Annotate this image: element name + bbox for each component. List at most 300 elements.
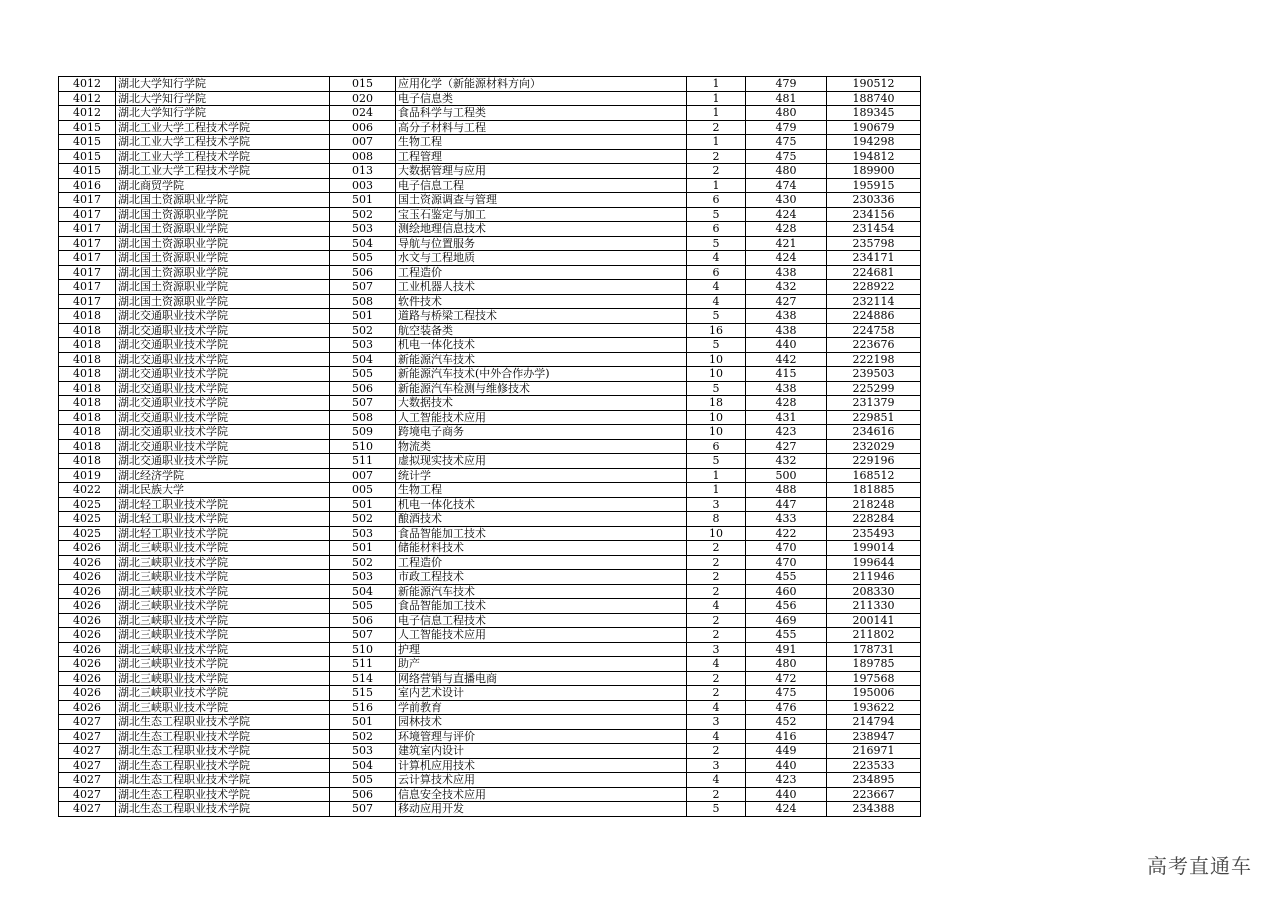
school-code-cell: 4025 [59, 526, 116, 541]
major-code-cell: 502 [330, 729, 396, 744]
table-row [59, 367, 921, 382]
min-score-cell: 500 [746, 468, 827, 483]
major-name-cell: 新能源汽车技术(中外合作办学) [396, 367, 687, 382]
min-score-cell: 438 [746, 309, 827, 324]
plan-count-cell: 2 [687, 584, 746, 599]
major-code-cell: 003 [330, 178, 396, 193]
table-row [59, 164, 921, 179]
major-code-cell: 020 [330, 91, 396, 106]
school-name-cell: 湖北三峡职业技术学院 [116, 628, 330, 643]
plan-count-cell: 2 [687, 555, 746, 570]
table-row [59, 497, 921, 512]
school-name-cell: 湖北三峡职业技术学院 [116, 686, 330, 701]
plan-count-cell: 10 [687, 425, 746, 440]
rank-cell: 218248 [827, 497, 921, 512]
major-name-cell: 计算机应用技术 [396, 758, 687, 773]
min-score-cell: 427 [746, 294, 827, 309]
school-code-cell: 4027 [59, 773, 116, 788]
min-score-cell: 475 [746, 686, 827, 701]
school-name-cell: 湖北国土资源职业学院 [116, 207, 330, 222]
school-name-cell: 湖北三峡职业技术学院 [116, 555, 330, 570]
plan-count-cell: 4 [687, 251, 746, 266]
plan-count-cell: 6 [687, 439, 746, 454]
major-code-cell: 501 [330, 715, 396, 730]
school-code-cell: 4026 [59, 613, 116, 628]
school-name-cell: 湖北生态工程职业技术学院 [116, 729, 330, 744]
min-score-cell: 423 [746, 425, 827, 440]
table-row [59, 483, 921, 498]
min-score-cell: 431 [746, 410, 827, 425]
min-score-cell: 491 [746, 642, 827, 657]
major-name-cell: 护理 [396, 642, 687, 657]
min-score-cell: 474 [746, 178, 827, 193]
major-code-cell: 507 [330, 280, 396, 295]
min-score-cell: 421 [746, 236, 827, 251]
major-code-cell: 507 [330, 396, 396, 411]
school-code-cell: 4017 [59, 265, 116, 280]
major-name-cell: 水文与工程地质 [396, 251, 687, 266]
table-row [59, 265, 921, 280]
school-code-cell: 4026 [59, 555, 116, 570]
min-score-cell: 472 [746, 671, 827, 686]
table-row [59, 773, 921, 788]
min-score-cell: 440 [746, 758, 827, 773]
plan-count-cell: 2 [687, 570, 746, 585]
major-code-cell: 024 [330, 106, 396, 121]
school-code-cell: 4017 [59, 193, 116, 208]
plan-count-cell: 5 [687, 338, 746, 353]
min-score-cell: 416 [746, 729, 827, 744]
school-code-cell: 4026 [59, 700, 116, 715]
rank-cell: 234171 [827, 251, 921, 266]
school-name-cell: 湖北民族大学 [116, 483, 330, 498]
plan-count-cell: 1 [687, 106, 746, 121]
major-name-cell: 工程管理 [396, 149, 687, 164]
major-name-cell: 生物工程 [396, 483, 687, 498]
major-name-cell: 储能材料技术 [396, 541, 687, 556]
major-code-cell: 502 [330, 512, 396, 527]
rank-cell: 168512 [827, 468, 921, 483]
school-code-cell: 4026 [59, 599, 116, 614]
table-row [59, 613, 921, 628]
rank-cell: 235798 [827, 236, 921, 251]
table-row [59, 454, 921, 469]
school-name-cell: 湖北交通职业技术学院 [116, 439, 330, 454]
plan-count-cell: 5 [687, 207, 746, 222]
school-code-cell: 4026 [59, 584, 116, 599]
rank-cell: 224681 [827, 265, 921, 280]
school-name-cell: 湖北生态工程职业技术学院 [116, 787, 330, 802]
plan-count-cell: 4 [687, 700, 746, 715]
rank-cell: 225299 [827, 381, 921, 396]
major-name-cell: 高分子材料与工程 [396, 120, 687, 135]
min-score-cell: 442 [746, 352, 827, 367]
rank-cell: 234895 [827, 773, 921, 788]
major-code-cell: 508 [330, 294, 396, 309]
school-name-cell: 湖北工业大学工程技术学院 [116, 164, 330, 179]
table-row [59, 526, 921, 541]
table-body [59, 77, 921, 817]
school-name-cell: 湖北国土资源职业学院 [116, 251, 330, 266]
major-code-cell: 506 [330, 787, 396, 802]
major-name-cell: 酿酒技术 [396, 512, 687, 527]
rank-cell: 211330 [827, 599, 921, 614]
major-code-cell: 505 [330, 773, 396, 788]
major-name-cell: 食品智能加工技术 [396, 599, 687, 614]
min-score-cell: 415 [746, 367, 827, 382]
min-score-cell: 422 [746, 526, 827, 541]
school-code-cell: 4026 [59, 686, 116, 701]
school-code-cell: 4026 [59, 671, 116, 686]
min-score-cell: 432 [746, 454, 827, 469]
school-code-cell: 4027 [59, 787, 116, 802]
rank-cell: 195915 [827, 178, 921, 193]
major-name-cell: 信息安全技术应用 [396, 787, 687, 802]
plan-count-cell: 10 [687, 526, 746, 541]
major-code-cell: 515 [330, 686, 396, 701]
min-score-cell: 475 [746, 149, 827, 164]
school-code-cell: 4026 [59, 642, 116, 657]
major-code-cell: 005 [330, 483, 396, 498]
min-score-cell: 424 [746, 207, 827, 222]
school-code-cell: 4026 [59, 628, 116, 643]
rank-cell: 188740 [827, 91, 921, 106]
plan-count-cell: 3 [687, 642, 746, 657]
min-score-cell: 438 [746, 265, 827, 280]
min-score-cell: 432 [746, 280, 827, 295]
plan-count-cell: 10 [687, 410, 746, 425]
school-code-cell: 4018 [59, 367, 116, 382]
table-row [59, 700, 921, 715]
school-code-cell: 4018 [59, 439, 116, 454]
major-name-cell: 生物工程 [396, 135, 687, 150]
school-code-cell: 4018 [59, 396, 116, 411]
school-name-cell: 湖北商贸学院 [116, 178, 330, 193]
school-code-cell: 4018 [59, 352, 116, 367]
school-code-cell: 4015 [59, 135, 116, 150]
school-name-cell: 湖北轻工职业技术学院 [116, 526, 330, 541]
school-code-cell: 4015 [59, 149, 116, 164]
plan-count-cell: 2 [687, 164, 746, 179]
school-code-cell: 4017 [59, 280, 116, 295]
major-name-cell: 网络营销与直播电商 [396, 671, 687, 686]
major-name-cell: 机电一体化技术 [396, 338, 687, 353]
table-row [59, 555, 921, 570]
min-score-cell: 481 [746, 91, 827, 106]
table-row [59, 294, 921, 309]
major-code-cell: 514 [330, 671, 396, 686]
plan-count-cell: 10 [687, 367, 746, 382]
major-code-cell: 503 [330, 744, 396, 759]
table-row [59, 584, 921, 599]
rank-cell: 193622 [827, 700, 921, 715]
major-name-cell: 电子信息类 [396, 91, 687, 106]
school-code-cell: 4012 [59, 106, 116, 121]
rank-cell: 238947 [827, 729, 921, 744]
major-name-cell: 移动应用开发 [396, 802, 687, 817]
school-code-cell: 4027 [59, 729, 116, 744]
school-name-cell: 湖北交通职业技术学院 [116, 352, 330, 367]
table-row [59, 352, 921, 367]
table-row [59, 802, 921, 817]
min-score-cell: 428 [746, 396, 827, 411]
major-name-cell: 虚拟现实技术应用 [396, 454, 687, 469]
min-score-cell: 440 [746, 338, 827, 353]
table-row [59, 758, 921, 773]
table-row [59, 77, 921, 92]
school-code-cell: 4025 [59, 512, 116, 527]
major-name-cell: 大数据技术 [396, 396, 687, 411]
major-code-cell: 504 [330, 584, 396, 599]
plan-count-cell: 3 [687, 758, 746, 773]
school-name-cell: 湖北交通职业技术学院 [116, 425, 330, 440]
table-row [59, 410, 921, 425]
plan-count-cell: 1 [687, 468, 746, 483]
major-name-cell: 电子信息工程 [396, 178, 687, 193]
major-code-cell: 007 [330, 135, 396, 150]
rank-cell: 211946 [827, 570, 921, 585]
major-name-cell: 环境管理与评价 [396, 729, 687, 744]
major-name-cell: 园林技术 [396, 715, 687, 730]
rank-cell: 228284 [827, 512, 921, 527]
major-code-cell: 509 [330, 425, 396, 440]
table-row [59, 309, 921, 324]
plan-count-cell: 6 [687, 193, 746, 208]
min-score-cell: 469 [746, 613, 827, 628]
school-code-cell: 4026 [59, 657, 116, 672]
plan-count-cell: 5 [687, 309, 746, 324]
major-code-cell: 510 [330, 439, 396, 454]
plan-count-cell: 4 [687, 599, 746, 614]
min-score-cell: 449 [746, 744, 827, 759]
rank-cell: 189900 [827, 164, 921, 179]
major-name-cell: 物流类 [396, 439, 687, 454]
table-row [59, 91, 921, 106]
table-row [59, 570, 921, 585]
rank-cell: 195006 [827, 686, 921, 701]
school-name-cell: 湖北国土资源职业学院 [116, 222, 330, 237]
major-name-cell: 食品智能加工技术 [396, 526, 687, 541]
rank-cell: 234388 [827, 802, 921, 817]
school-name-cell: 湖北轻工职业技术学院 [116, 512, 330, 527]
school-code-cell: 4017 [59, 251, 116, 266]
rank-cell: 224758 [827, 323, 921, 338]
school-code-cell: 4026 [59, 541, 116, 556]
min-score-cell: 479 [746, 77, 827, 92]
school-name-cell: 湖北轻工职业技术学院 [116, 497, 330, 512]
table-row [59, 642, 921, 657]
school-name-cell: 湖北三峡职业技术学院 [116, 700, 330, 715]
min-score-cell: 440 [746, 787, 827, 802]
school-name-cell: 湖北交通职业技术学院 [116, 323, 330, 338]
major-code-cell: 503 [330, 526, 396, 541]
school-code-cell: 4027 [59, 802, 116, 817]
major-code-cell: 013 [330, 164, 396, 179]
table-row [59, 744, 921, 759]
school-code-cell: 4018 [59, 410, 116, 425]
min-score-cell: 423 [746, 773, 827, 788]
plan-count-cell: 4 [687, 280, 746, 295]
min-score-cell: 480 [746, 164, 827, 179]
min-score-cell: 480 [746, 106, 827, 121]
plan-count-cell: 1 [687, 178, 746, 193]
school-name-cell: 湖北交通职业技术学院 [116, 454, 330, 469]
plan-count-cell: 2 [687, 744, 746, 759]
rank-cell: 214794 [827, 715, 921, 730]
school-code-cell: 4012 [59, 91, 116, 106]
school-code-cell: 4025 [59, 497, 116, 512]
major-code-cell: 511 [330, 454, 396, 469]
plan-count-cell: 3 [687, 715, 746, 730]
rank-cell: 178731 [827, 642, 921, 657]
school-name-cell: 湖北三峡职业技术学院 [116, 570, 330, 585]
major-name-cell: 人工智能技术应用 [396, 410, 687, 425]
table-row [59, 512, 921, 527]
table-row [59, 396, 921, 411]
major-code-cell: 502 [330, 555, 396, 570]
major-name-cell: 机电一体化技术 [396, 497, 687, 512]
school-name-cell: 湖北交通职业技术学院 [116, 396, 330, 411]
school-name-cell: 湖北交通职业技术学院 [116, 410, 330, 425]
school-name-cell: 湖北生态工程职业技术学院 [116, 773, 330, 788]
school-code-cell: 4027 [59, 758, 116, 773]
table-row [59, 251, 921, 266]
major-code-cell: 007 [330, 468, 396, 483]
major-code-cell: 504 [330, 236, 396, 251]
rank-cell: 190512 [827, 77, 921, 92]
major-code-cell: 503 [330, 222, 396, 237]
major-name-cell: 工程造价 [396, 265, 687, 280]
school-name-cell: 湖北三峡职业技术学院 [116, 599, 330, 614]
table-row [59, 178, 921, 193]
plan-count-cell: 3 [687, 497, 746, 512]
major-code-cell: 507 [330, 802, 396, 817]
rank-cell: 231454 [827, 222, 921, 237]
rank-cell: 216971 [827, 744, 921, 759]
major-name-cell: 工程造价 [396, 555, 687, 570]
table-row [59, 222, 921, 237]
school-name-cell: 湖北经济学院 [116, 468, 330, 483]
min-score-cell: 488 [746, 483, 827, 498]
major-code-cell: 504 [330, 352, 396, 367]
rank-cell: 223533 [827, 758, 921, 773]
rank-cell: 194812 [827, 149, 921, 164]
plan-count-cell: 2 [687, 613, 746, 628]
rank-cell: 232114 [827, 294, 921, 309]
major-code-cell: 516 [330, 700, 396, 715]
major-code-cell: 006 [330, 120, 396, 135]
major-name-cell: 统计学 [396, 468, 687, 483]
rank-cell: 190679 [827, 120, 921, 135]
school-name-cell: 湖北工业大学工程技术学院 [116, 120, 330, 135]
school-code-cell: 4027 [59, 715, 116, 730]
table-row [59, 657, 921, 672]
major-name-cell: 市政工程技术 [396, 570, 687, 585]
table-row [59, 599, 921, 614]
major-code-cell: 508 [330, 410, 396, 425]
major-code-cell: 505 [330, 367, 396, 382]
rank-cell: 224886 [827, 309, 921, 324]
major-name-cell: 新能源汽车技术 [396, 352, 687, 367]
plan-count-cell: 4 [687, 773, 746, 788]
school-code-cell: 4027 [59, 744, 116, 759]
plan-count-cell: 5 [687, 454, 746, 469]
school-name-cell: 湖北大学知行学院 [116, 106, 330, 121]
school-name-cell: 湖北三峡职业技术学院 [116, 613, 330, 628]
major-name-cell: 学前教育 [396, 700, 687, 715]
min-score-cell: 433 [746, 512, 827, 527]
rank-cell: 208330 [827, 584, 921, 599]
school-code-cell: 4018 [59, 309, 116, 324]
school-code-cell: 4017 [59, 222, 116, 237]
plan-count-cell: 2 [687, 628, 746, 643]
major-code-cell: 501 [330, 309, 396, 324]
major-name-cell: 室内艺术设计 [396, 686, 687, 701]
table-row [59, 120, 921, 135]
plan-count-cell: 2 [687, 541, 746, 556]
table-row [59, 628, 921, 643]
plan-count-cell: 4 [687, 729, 746, 744]
rank-cell: 232029 [827, 439, 921, 454]
major-name-cell: 测绘地理信息技术 [396, 222, 687, 237]
rank-cell: 234156 [827, 207, 921, 222]
school-name-cell: 湖北交通职业技术学院 [116, 338, 330, 353]
school-code-cell: 4015 [59, 120, 116, 135]
plan-count-cell: 5 [687, 802, 746, 817]
rank-cell: 223667 [827, 787, 921, 802]
rank-cell: 189785 [827, 657, 921, 672]
rank-cell: 229851 [827, 410, 921, 425]
major-name-cell: 助产 [396, 657, 687, 672]
table-row [59, 541, 921, 556]
school-name-cell: 湖北国土资源职业学院 [116, 294, 330, 309]
min-score-cell: 460 [746, 584, 827, 599]
school-name-cell: 湖北生态工程职业技术学院 [116, 715, 330, 730]
major-name-cell: 工业机器人技术 [396, 280, 687, 295]
school-code-cell: 4018 [59, 425, 116, 440]
school-code-cell: 4018 [59, 338, 116, 353]
major-code-cell: 501 [330, 193, 396, 208]
school-name-cell: 湖北交通职业技术学院 [116, 367, 330, 382]
table-row [59, 207, 921, 222]
min-score-cell: 430 [746, 193, 827, 208]
school-name-cell: 湖北工业大学工程技术学院 [116, 149, 330, 164]
table-row [59, 468, 921, 483]
plan-count-cell: 1 [687, 77, 746, 92]
major-code-cell: 502 [330, 207, 396, 222]
school-code-cell: 4012 [59, 77, 116, 92]
min-score-cell: 447 [746, 497, 827, 512]
school-name-cell: 湖北国土资源职业学院 [116, 236, 330, 251]
plan-count-cell: 2 [687, 149, 746, 164]
rank-cell: 231379 [827, 396, 921, 411]
min-score-cell: 480 [746, 657, 827, 672]
school-name-cell: 湖北三峡职业技术学院 [116, 541, 330, 556]
school-name-cell: 湖北国土资源职业学院 [116, 280, 330, 295]
rank-cell: 234616 [827, 425, 921, 440]
major-code-cell: 504 [330, 758, 396, 773]
rank-cell: 194298 [827, 135, 921, 150]
table-row [59, 323, 921, 338]
school-code-cell: 4017 [59, 236, 116, 251]
major-name-cell: 导航与位置服务 [396, 236, 687, 251]
school-name-cell: 湖北国土资源职业学院 [116, 193, 330, 208]
school-code-cell: 4019 [59, 468, 116, 483]
major-code-cell: 511 [330, 657, 396, 672]
plan-count-cell: 2 [687, 787, 746, 802]
table-row [59, 439, 921, 454]
rank-cell: 228922 [827, 280, 921, 295]
